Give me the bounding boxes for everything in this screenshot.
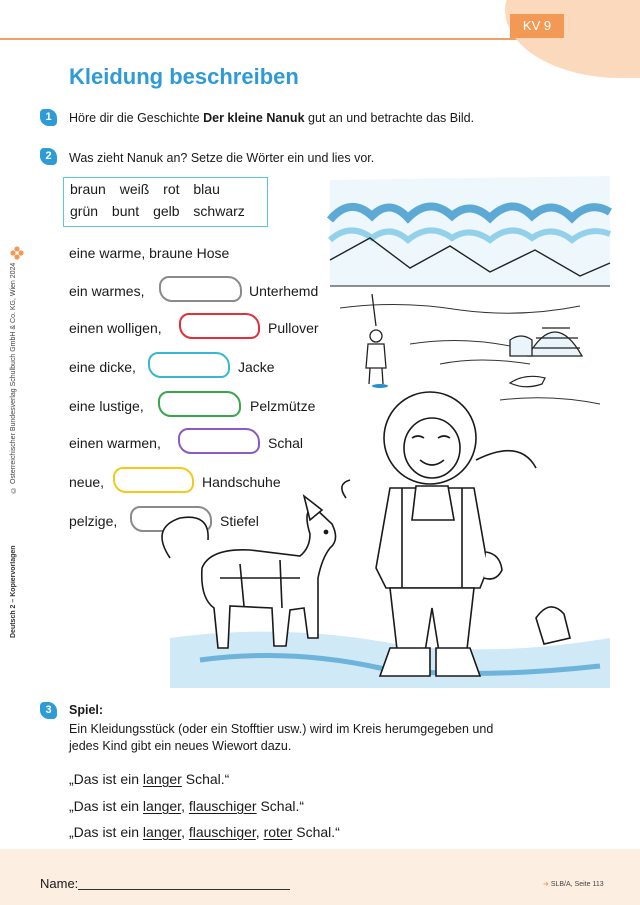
phrase-schal-end: Schal: [268, 435, 304, 451]
word-braun: braun: [70, 181, 106, 197]
page-reference-text: SLB/A, Seite 113: [550, 881, 604, 888]
word-gelb: gelb: [153, 203, 180, 219]
task-number-3: 3: [40, 702, 57, 719]
nanuk-illustration: [140, 168, 618, 696]
quote-3-end: Schal.“: [292, 824, 340, 840]
flower-logo-icon: [10, 246, 24, 260]
copyright-notice: © Österreichischer Bundesverlag Schulbuch GmbH & Co. KG, Wien 2024: [10, 263, 17, 494]
mountains-drawing: [330, 176, 610, 286]
header-rule: [0, 38, 522, 40]
name-label: Name:: [40, 876, 79, 891]
word-rot: rot: [163, 181, 180, 197]
quote-3-sep-2: ,: [255, 824, 264, 840]
task-number-2: 2: [40, 148, 57, 165]
example-quote-2: [69, 798, 304, 814]
phrase-schal-start: einen warmen,: [69, 435, 161, 451]
word-gruen: grün: [70, 203, 99, 219]
quote-2-start: „Das ist ein: [69, 798, 143, 814]
quote-1-start: „Das ist ein: [69, 771, 143, 787]
adjective-langer: langer: [142, 798, 182, 814]
example-quote-3: [69, 824, 340, 840]
task-number-1: 1: [40, 109, 57, 126]
phrase-unterhemd-start: ein warmes,: [69, 283, 145, 299]
phrase-stiefel-start: pelzige,: [69, 513, 118, 529]
word-blau: blau: [193, 181, 220, 197]
example-quote-1: [69, 771, 229, 787]
phrase-jacke-start: eine dicke,: [69, 359, 136, 375]
adjective-roter: roter: [263, 824, 293, 840]
name-input-line[interactable]: [78, 889, 290, 890]
phrase-jacke-end: Jacke: [238, 359, 275, 375]
worksheet-tag: KV 9: [510, 14, 564, 38]
task-1-text-start: Höre dir die Geschichte: [69, 111, 204, 125]
adjective-flauschiger: flauschiger: [188, 824, 256, 840]
adjective-flauschiger: flauschiger: [188, 798, 257, 814]
arrow-right-icon: ➜: [543, 881, 549, 888]
book-title: Deutsch 2 – Kopiervorlagen: [10, 545, 17, 638]
task-1-text-end: gut an und betrachte das Bild.: [304, 111, 475, 125]
game-instructions-2: jedes Kind gibt ein neues Wiewort dazu.: [69, 739, 292, 753]
dog-drawing: [162, 496, 336, 648]
adjective-langer: langer: [142, 771, 182, 787]
sled-drawing: [510, 376, 545, 386]
game-instructions-1: Ein Kleidungsstück (oder ein Stofftier usw.) wird im Kreis herumgegeben und: [69, 722, 494, 736]
phrase-handschuhe-end: Handschuhe: [202, 474, 281, 490]
phrase-pelzmuetze-start: eine lustige,: [69, 398, 144, 414]
quote-2-sep: ,: [181, 798, 189, 814]
task-1-text: [69, 111, 474, 125]
phrase-pullover-start: einen wolligen,: [69, 320, 162, 336]
game-label: Spiel:: [69, 703, 104, 717]
quote-3-start: „Das ist ein: [69, 824, 143, 840]
quote-1-end: Schal.“: [181, 771, 230, 787]
footer: [0, 849, 640, 905]
quote-2-end: Schal.“: [256, 798, 305, 814]
word-weiss: weiß: [119, 181, 150, 197]
phrase-pelzmuetze-end: Pelzmütze: [250, 398, 316, 414]
page-reference: [543, 880, 604, 888]
phrase-hose: eine warme, braune Hose: [69, 245, 230, 261]
page-title: Kleidung beschreiben: [69, 64, 299, 89]
task-2-text: Was zieht Nanuk an? Setze die Wörter ein und lies vor.: [69, 151, 375, 165]
word-schwarz: schwarz: [193, 203, 245, 219]
boy-drawing: [342, 392, 570, 676]
corner-decoration: [505, 0, 640, 78]
quote-3-sep-1: ,: [181, 824, 189, 840]
fisherman-drawing: [366, 294, 388, 388]
phrase-stiefel-end: Stiefel: [220, 513, 259, 529]
phrase-handschuhe-start: neue,: [69, 474, 105, 490]
adjective-langer: langer: [142, 824, 182, 840]
story-title: Der kleine Nanuk: [203, 111, 305, 125]
igloo-drawing: [510, 328, 582, 356]
phrase-unterhemd-end: Unterhemd: [249, 283, 319, 299]
phrase-pullover-end: Pullover: [268, 320, 319, 336]
word-bunt: bunt: [111, 203, 140, 219]
